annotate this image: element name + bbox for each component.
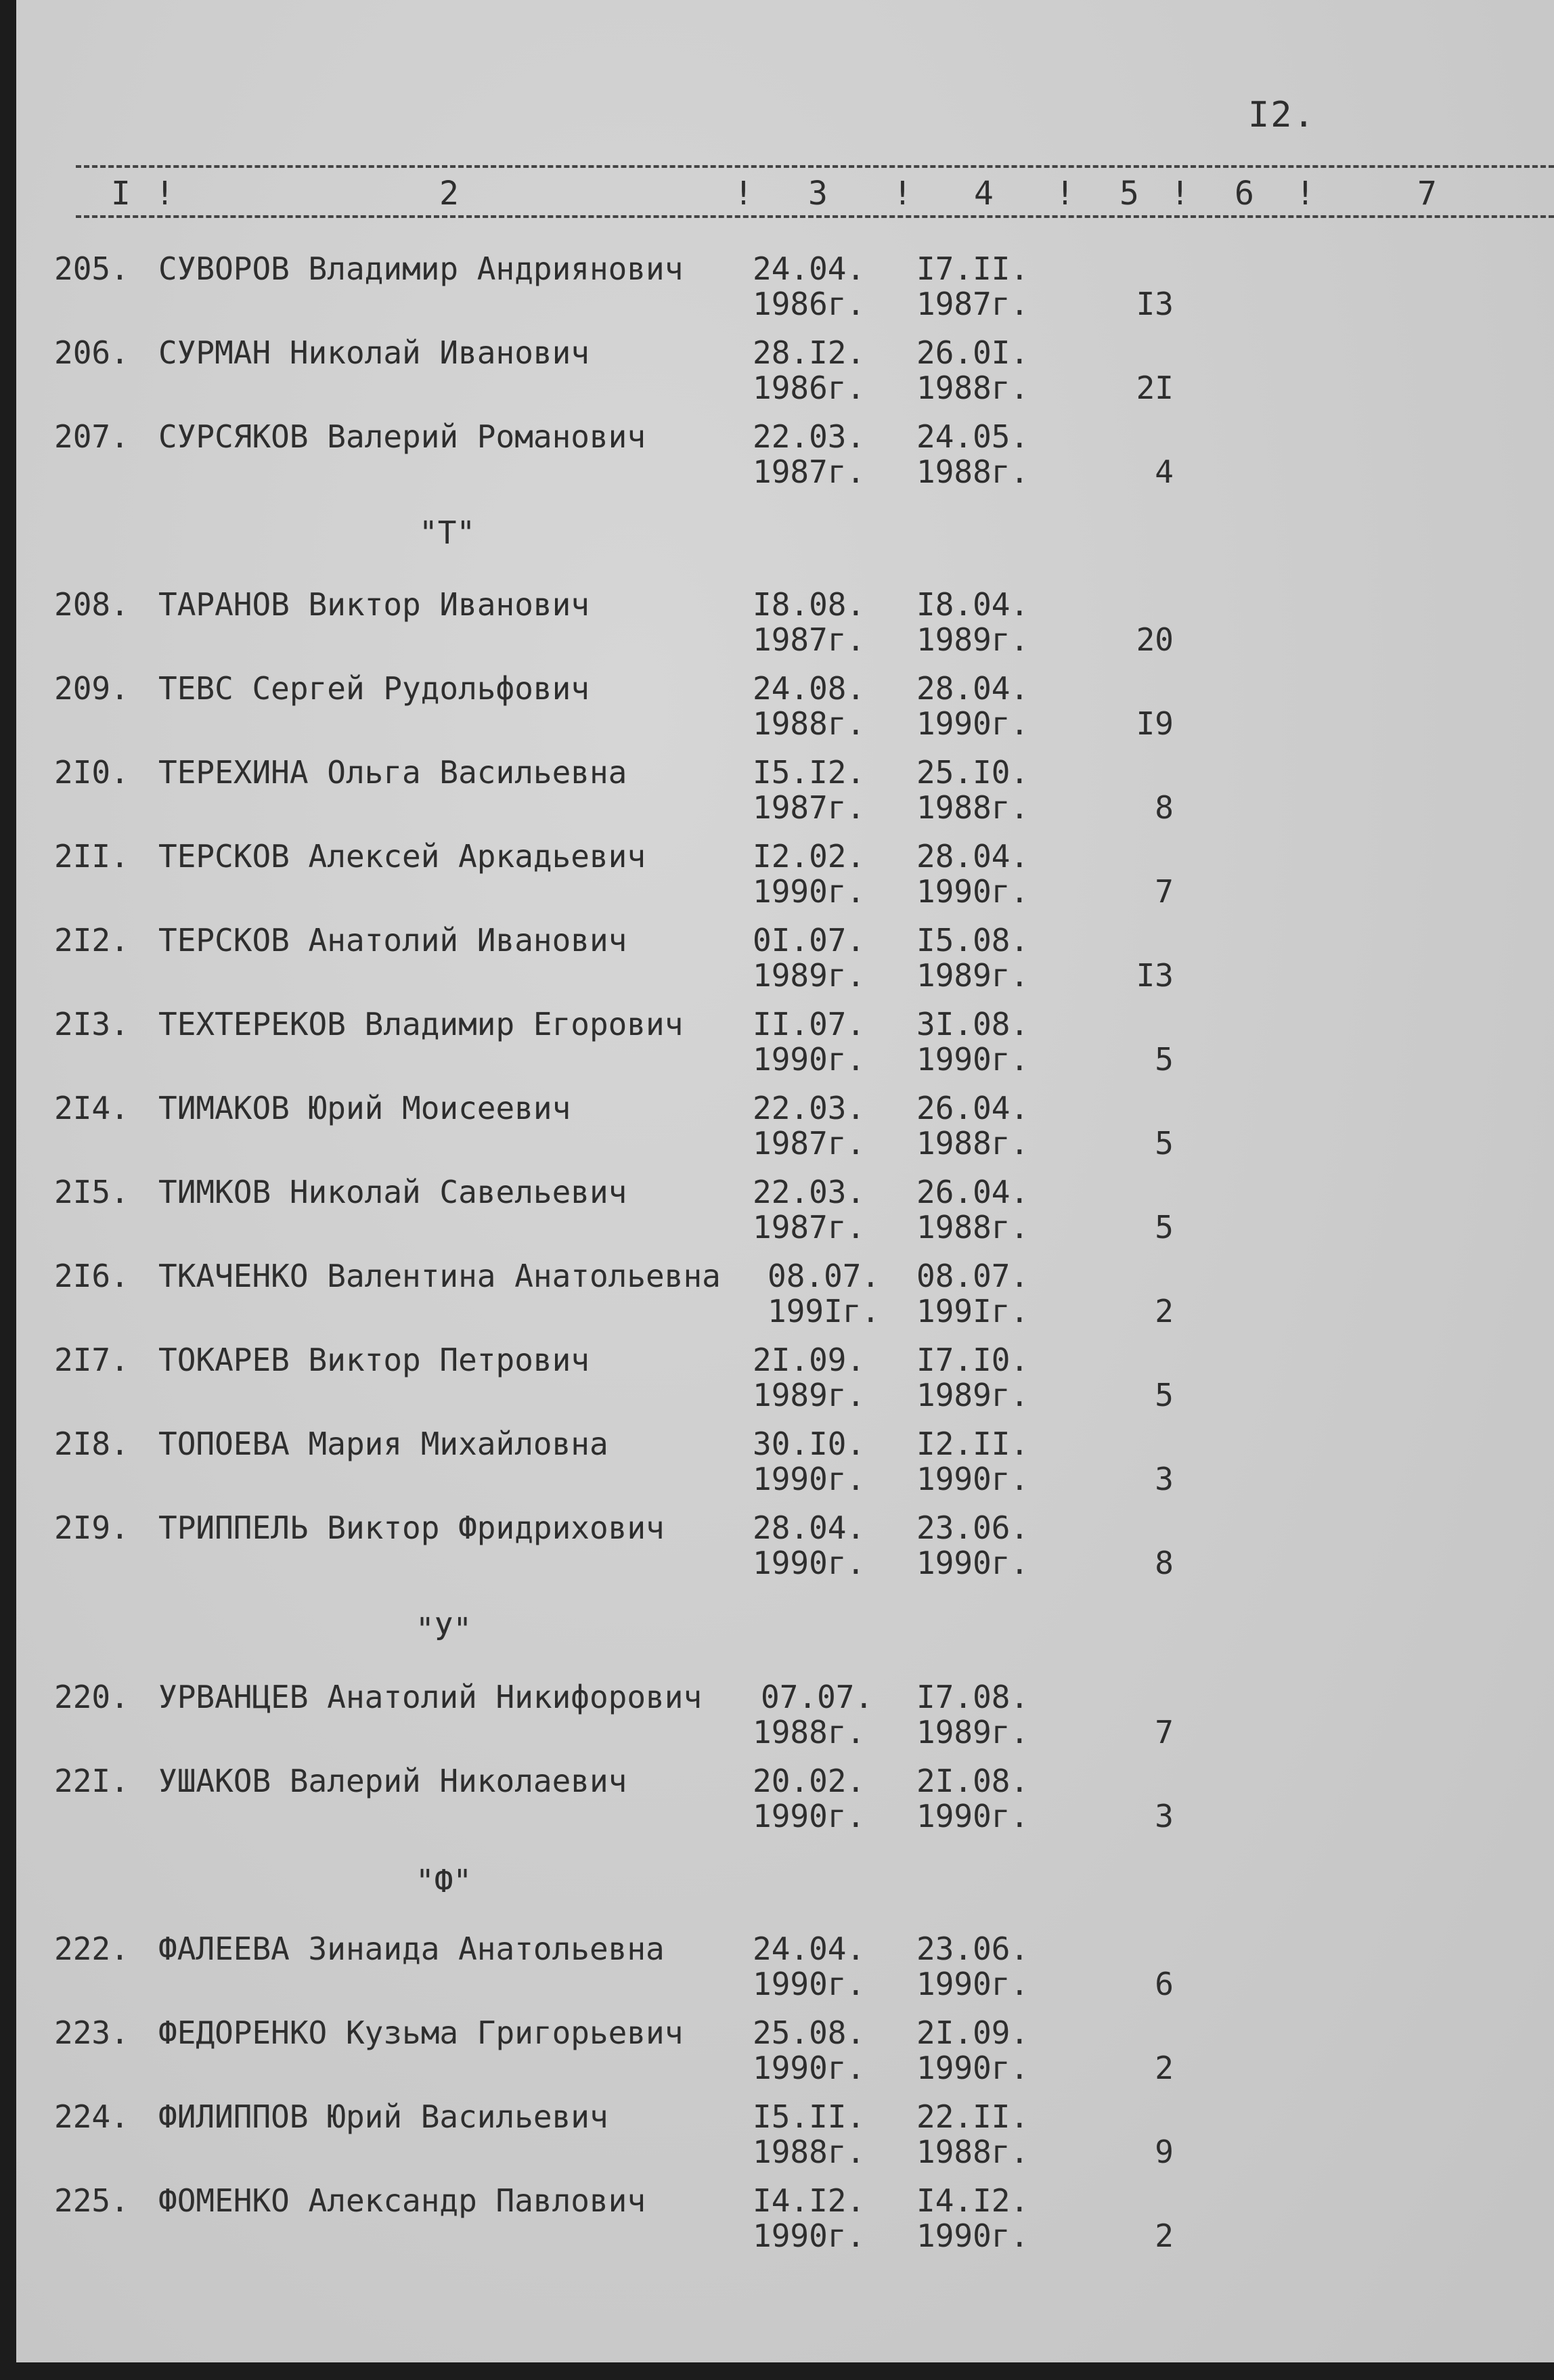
end-date: 23.06.: [916, 1931, 1029, 1967]
column-separator: !: [1295, 175, 1315, 213]
count-value: 5: [1155, 1041, 1174, 1078]
table-row: [16, 1006, 1554, 1090]
start-date: 28.04.: [753, 1509, 866, 1546]
table-row: [16, 334, 1554, 418]
row-number: 225.: [54, 2182, 129, 2219]
end-year: 1989г.: [916, 1714, 1029, 1750]
start-date: I2.02.: [753, 838, 866, 875]
count-value: I9: [1136, 705, 1174, 742]
start-date: 24.04.: [753, 250, 866, 287]
end-year: 1988г.: [916, 2134, 1029, 2170]
table-row: [16, 2014, 1554, 2098]
table-row: [16, 922, 1554, 1006]
row-number: 2II.: [54, 838, 129, 875]
person-name: СУРСЯКОВ Валерий Романович: [158, 418, 646, 455]
end-date: 26.04.: [916, 1090, 1029, 1126]
person-name: ТЕРЕХИНА Ольга Васильевна: [158, 754, 627, 791]
end-date: 2I.08.: [916, 1763, 1029, 1799]
start-date: 22.03.: [753, 1090, 866, 1126]
column-separator: !: [893, 175, 912, 213]
end-year: 199Iг.: [916, 1293, 1029, 1329]
start-year: 1987г.: [753, 789, 866, 826]
page-number: I2.: [1248, 95, 1316, 135]
table-row: [16, 838, 1554, 922]
count-value: I3: [1136, 957, 1174, 994]
table-row: [16, 1174, 1554, 1258]
start-year: 1986г.: [753, 370, 866, 406]
count-value: 7: [1155, 873, 1174, 910]
person-name: ФОМЕНКО Александр Павлович: [158, 2182, 646, 2219]
person-name: ТКАЧЕНКО Валентина Анатольевна: [158, 1258, 721, 1294]
end-year: 1989г.: [916, 1377, 1029, 1413]
header-top-rule: [76, 165, 1554, 168]
count-value: 8: [1155, 789, 1174, 826]
end-date: 2I.09.: [916, 2014, 1029, 2051]
start-date: 28.I2.: [753, 334, 866, 371]
count-value: 2: [1155, 1293, 1174, 1329]
row-number: 206.: [54, 334, 129, 371]
table-row: [16, 2182, 1554, 2266]
start-year: 1990г.: [753, 2218, 866, 2254]
start-year: 1986г.: [753, 286, 866, 322]
end-date: 28.04.: [916, 670, 1029, 707]
end-year: 1987г.: [916, 286, 1029, 322]
end-date: 23.06.: [916, 1509, 1029, 1546]
row-number: 22I.: [54, 1763, 129, 1799]
column-separator: !: [155, 175, 175, 213]
row-number: 209.: [54, 670, 129, 707]
end-year: 1990г.: [916, 873, 1029, 910]
person-name: ТРИППЕЛЬ Виктор Фридрихович: [158, 1509, 665, 1546]
table-row: [16, 1342, 1554, 1426]
count-value: 4: [1155, 454, 1174, 490]
person-name: ТАРАНОВ Виктор Иванович: [158, 586, 590, 623]
end-date: 08.07.: [916, 1258, 1029, 1294]
count-value: 2I: [1136, 370, 1174, 406]
start-date: 25.08.: [753, 2014, 866, 2051]
count-value: 20: [1136, 621, 1174, 658]
column-separator: !: [1055, 175, 1075, 213]
end-year: 1990г.: [916, 1966, 1029, 2002]
end-date: I7.I0.: [916, 1342, 1029, 1378]
column-header-6: 6: [1235, 175, 1254, 213]
section-letter: "У": [416, 1611, 472, 1648]
count-value: 3: [1155, 1461, 1174, 1497]
start-date: 24.04.: [753, 1931, 866, 1967]
end-year: 1990г.: [916, 2050, 1029, 2086]
count-value: 8: [1155, 1545, 1174, 1581]
start-year: 1987г.: [753, 1125, 866, 1162]
row-number: 2I6.: [54, 1258, 129, 1294]
column-header-1: I: [111, 175, 131, 213]
section-letter: "Т": [419, 514, 476, 551]
end-year: 1990г.: [916, 1461, 1029, 1497]
person-name: УРВАНЦЕВ Анатолий Никифорович: [158, 1679, 703, 1715]
start-date: II.07.: [753, 1006, 866, 1042]
start-year: 1990г.: [753, 1545, 866, 1581]
end-year: 1988г.: [916, 454, 1029, 490]
row-number: 222.: [54, 1931, 129, 1967]
start-year: 1990г.: [753, 1461, 866, 1497]
row-number: 2I3.: [54, 1006, 129, 1042]
start-date: I8.08.: [753, 586, 866, 623]
table-row: [16, 1763, 1554, 1847]
person-name: СУВОРОВ Владимир Андриянович: [158, 250, 684, 287]
row-number: 224.: [54, 2098, 129, 2135]
count-value: 9: [1155, 2134, 1174, 2170]
row-number: 220.: [54, 1679, 129, 1715]
end-year: 1990г.: [916, 2218, 1029, 2254]
table-row: [16, 418, 1554, 502]
column-header-5: 5: [1119, 175, 1139, 213]
count-value: 7: [1155, 1714, 1174, 1750]
person-name: ТИМАКОВ Юрий Моисеевич: [158, 1090, 571, 1126]
start-year: 1987г.: [753, 454, 866, 490]
end-date: I2.II.: [916, 1426, 1029, 1462]
person-name: ФАЛЕЕВА Зинаида Анатольевна: [158, 1931, 665, 1967]
count-value: 5: [1155, 1125, 1174, 1162]
table-row: [16, 670, 1554, 754]
end-year: 1990г.: [916, 705, 1029, 742]
table-row: [16, 1426, 1554, 1509]
count-value: 3: [1155, 1798, 1174, 1834]
person-name: ТЕХТЕРЕКОВ Владимир Егорович: [158, 1006, 684, 1042]
start-year: 1990г.: [753, 1966, 866, 2002]
column-header-7: 7: [1417, 175, 1437, 213]
end-date: 3I.08.: [916, 1006, 1029, 1042]
column-header-4: 4: [974, 175, 994, 213]
person-name: ТОПОЕВА Мария Михайловна: [158, 1426, 608, 1462]
person-name: ФЕДОРЕНКО Кузьма Григорьевич: [158, 2014, 684, 2051]
table-row: [16, 250, 1554, 334]
start-year: 1989г.: [753, 957, 866, 994]
section-letter: "Ф": [416, 1863, 472, 1899]
table-row: [16, 586, 1554, 670]
start-year: 1989г.: [753, 1377, 866, 1413]
person-name: ФИЛИППОВ Юрий Васильевич: [158, 2098, 608, 2135]
person-name: ТИМКОВ Николай Савельевич: [158, 1174, 627, 1210]
person-name: ТЕВС Сергей Рудольфович: [158, 670, 590, 707]
row-number: 205.: [54, 250, 129, 287]
table-row: [16, 1509, 1554, 1593]
end-date: I7.08.: [916, 1679, 1029, 1715]
table-row: [16, 754, 1554, 838]
count-value: 5: [1155, 1377, 1174, 1413]
count-value: 2: [1155, 2218, 1174, 2254]
start-date: 30.I0.: [753, 1426, 866, 1462]
table-row: [16, 1679, 1554, 1763]
end-year: 1990г.: [916, 1545, 1029, 1581]
table-row: [16, 1258, 1554, 1342]
start-date: 20.02.: [753, 1763, 866, 1799]
end-year: 1989г.: [916, 957, 1029, 994]
end-year: 1988г.: [916, 370, 1029, 406]
start-year: 1990г.: [753, 873, 866, 910]
start-date: I4.I2.: [753, 2182, 866, 2219]
start-date: 24.08.: [753, 670, 866, 707]
end-date: 22.II.: [916, 2098, 1029, 2135]
end-year: 1989г.: [916, 621, 1029, 658]
end-date: I8.04.: [916, 586, 1029, 623]
row-number: 208.: [54, 586, 129, 623]
end-year: 1990г.: [916, 1041, 1029, 1078]
start-year: 1987г.: [753, 1209, 866, 1246]
start-date: I5.I2.: [753, 754, 866, 791]
person-name: СУРМАН Николай Иванович: [158, 334, 590, 371]
row-number: 2I0.: [54, 754, 129, 791]
start-date: 22.03.: [753, 418, 866, 455]
start-date: 08.07.: [768, 1258, 881, 1294]
person-name: УШАКОВ Валерий Николаевич: [158, 1763, 627, 1799]
row-number: 207.: [54, 418, 129, 455]
end-date: 24.05.: [916, 418, 1029, 455]
start-year: 1987г.: [753, 621, 866, 658]
count-value: 2: [1155, 2050, 1174, 2086]
end-year: 1988г.: [916, 789, 1029, 826]
end-year: 1990г.: [916, 1798, 1029, 1834]
table-row: [16, 2098, 1554, 2182]
start-year: 1990г.: [753, 2050, 866, 2086]
column-header-2: 2: [439, 175, 459, 213]
count-value: 6: [1155, 1966, 1174, 2002]
row-number: 2I2.: [54, 922, 129, 958]
start-date: 22.03.: [753, 1174, 866, 1210]
end-date: I5.08.: [916, 922, 1029, 958]
end-date: I7.II.: [916, 250, 1029, 287]
column-separator: !: [1170, 175, 1190, 213]
start-year: 1990г.: [753, 1798, 866, 1834]
end-date: 26.04.: [916, 1174, 1029, 1210]
start-date: 0I.07.: [753, 922, 866, 958]
start-year: 1988г.: [753, 1714, 866, 1750]
end-date: 26.0I.: [916, 334, 1029, 371]
person-name: ТОКАРЕВ Виктор Петрович: [158, 1342, 590, 1378]
start-year: 1988г.: [753, 705, 866, 742]
row-number: 2I9.: [54, 1509, 129, 1546]
end-year: 1988г.: [916, 1125, 1029, 1162]
column-header-row: [16, 175, 1554, 215]
row-number: 2I4.: [54, 1090, 129, 1126]
person-name: ТЕРСКОВ Алексей Аркадьевич: [158, 838, 646, 875]
end-date: 28.04.: [916, 838, 1029, 875]
document-page: [16, 0, 1554, 2362]
start-year: 1988г.: [753, 2134, 866, 2170]
start-date: 2I.09.: [753, 1342, 866, 1378]
row-number: 2I7.: [54, 1342, 129, 1378]
count-value: I3: [1136, 286, 1174, 322]
header-bottom-rule: [76, 215, 1554, 218]
table-row: [16, 1931, 1554, 2014]
row-number: 2I5.: [54, 1174, 129, 1210]
column-separator: !: [734, 175, 753, 213]
start-date: I5.II.: [753, 2098, 866, 2135]
end-date: I4.I2.: [916, 2182, 1029, 2219]
table-row: [16, 1090, 1554, 1174]
end-year: 1988г.: [916, 1209, 1029, 1246]
start-date: 07.07.: [761, 1679, 874, 1715]
row-number: 2I8.: [54, 1426, 129, 1462]
count-value: 5: [1155, 1209, 1174, 1246]
end-date: 25.I0.: [916, 754, 1029, 791]
column-header-3: 3: [808, 175, 828, 213]
start-year: 199Iг.: [768, 1293, 881, 1329]
start-year: 1990г.: [753, 1041, 866, 1078]
row-number: 223.: [54, 2014, 129, 2051]
person-name: ТЕРСКОВ Анатолий Иванович: [158, 922, 627, 958]
